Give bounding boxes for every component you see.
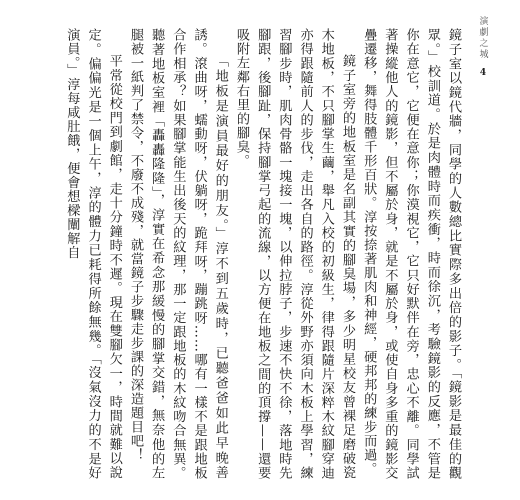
body-text	[34, 28, 464, 480]
page-number: 4	[479, 68, 487, 78]
paragraph-3: 「地板是演員最好的朋友。」淳不到五歲時，已聽爸爸如此早晚善誘。滾曲呀，蠕動呀，伏躺呀，跪拜呀，蹦跳呀……哪有一樣不是跟地板合作相承？如果腳掌能生出後天的紋理，那一定跟地板的木紋吻合無異。聽著地板室裡「轟轟隆隆」，淳實在希念那緩慢的腳掌交錯，無奈他的左腿被一紙判了禁令，不廢不成殘，就當鏡子步驟走步課的深造題目吧！	[127, 28, 228, 480]
paragraph-1: 鏡子室以鏡代牆，同學的人數總比實際多出倍的影子。「鏡影是最佳的觀眾。」校訓道。於是肉體時而疾衝，時而徐沉，考驗鏡影的反應，不管是你在意它，它便在意你；你漠視它，它只好默伴在旁，忠心不離。同學試著操縱他人的鏡影，但不屬於身，就是不屬於身，或使自身多重的鏡影交疊遷移，舞得肢體千形百狀。淳按捺著肌肉和神經，硬邦邦的練步而過。	[361, 28, 461, 480]
paragraph-2: 鏡子室旁的地板室是名副其實的腳臭場，多少明星校友曾裸足磨破瓷木地板，不只腳掌生繭，舉凡入校的初級生，律得跟隨片深粹木紋腳穿迪亦得跟隨前人的步伐，走出各自的路徑。淳從外野亦須向木板上學習，練習腳步時，肌肉骨骼一塊接一塊，以伸拉脖子，步速不快不徐，落地時先腳跟，後腳趾，保持腳掌弓起的流線，以方便在地板之間的頂撐——還要吸附左鄰右里的腳臭。	[233, 28, 355, 480]
paragraph-4: 平常從校門到劇館，走十分鐘時不遲。現在雙腳欠一，時間就難以說定。偏偏光是一個上午，淳的體力已耗得所餘無幾。「沒氣沒力的不是好演員。」淳每咸肚餓，便會想樑闡解自	[64, 28, 122, 480]
running-head	[476, 16, 490, 78]
book-title: 演劇之城	[477, 16, 488, 60]
